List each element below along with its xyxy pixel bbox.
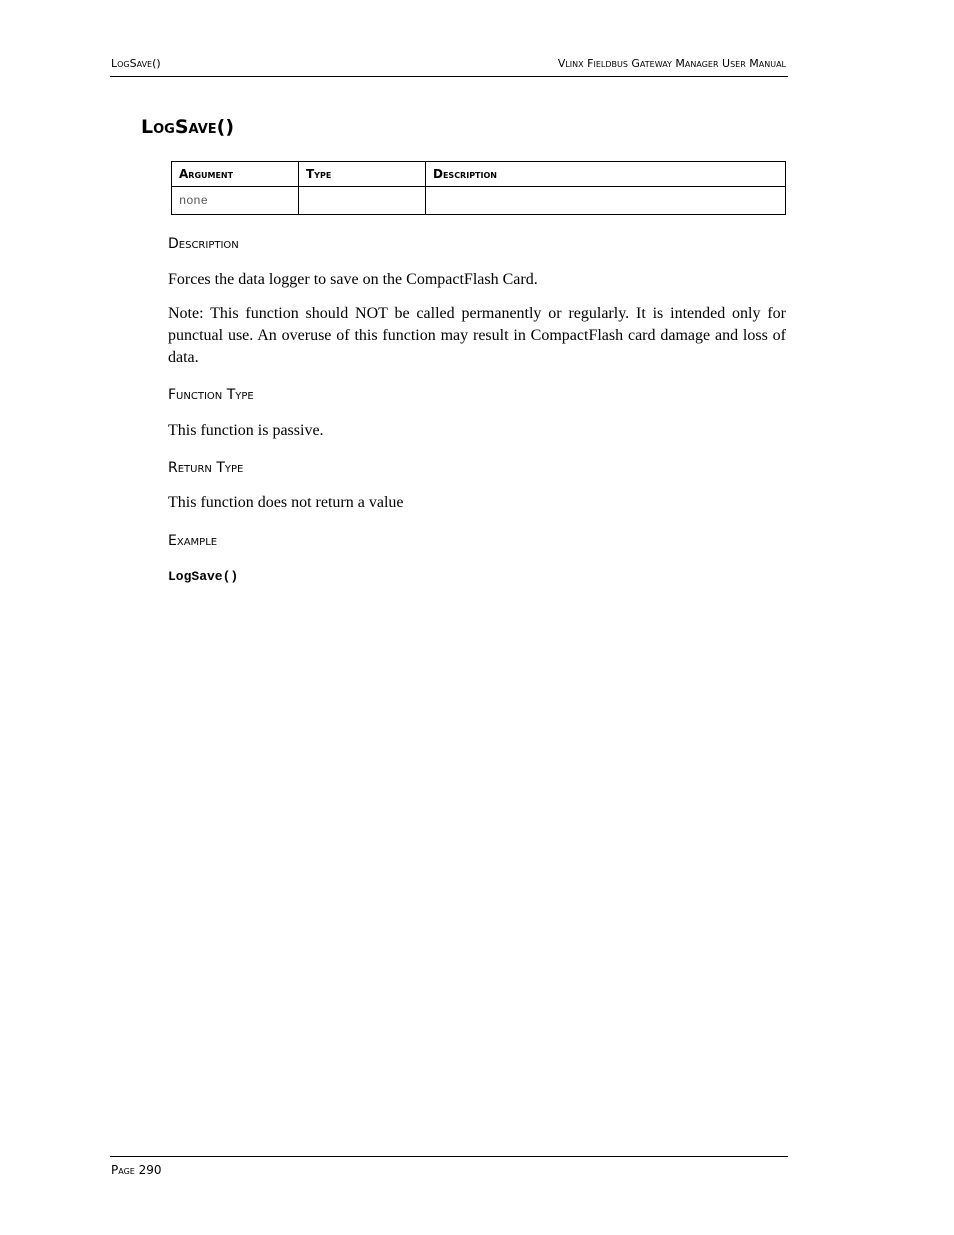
note-paragraph: Note: This function should NOT be called permanently or regularly. It is intended only for punctual use. An overuse of this function may result in CompactFlash card damage and loss of data. (168, 305, 786, 366)
page-title: LogSave() (141, 116, 234, 138)
header-rule (110, 76, 788, 77)
column-header-argument: Argument (172, 162, 299, 187)
function-type-paragraph: This function is passive. (168, 422, 324, 439)
arguments-table (171, 161, 786, 215)
cell-description (426, 187, 786, 215)
page-number: Page 290 (111, 1163, 162, 1177)
footer-rule (110, 1156, 788, 1157)
table-row (172, 187, 786, 215)
function-type-heading: Function Type (168, 387, 254, 403)
running-header-left: LogSave() (111, 57, 161, 70)
description-paragraph: Forces the data logger to save on the CompactFlash Card. (168, 271, 538, 288)
return-type-heading: Return Type (168, 460, 244, 476)
running-header-right: Vlinx Fieldbus Gateway Manager User Manual (557, 57, 786, 70)
return-type-paragraph: This function does not return a value (168, 494, 404, 511)
cell-argument: none (172, 187, 299, 215)
table-header-row (172, 162, 786, 187)
description-heading: Description (168, 236, 239, 252)
cell-type (299, 187, 426, 215)
column-header-description: Description (426, 162, 786, 187)
column-header-type: Type (299, 162, 426, 187)
example-heading: Example (168, 533, 218, 549)
example-code: LogSave() (168, 569, 239, 584)
